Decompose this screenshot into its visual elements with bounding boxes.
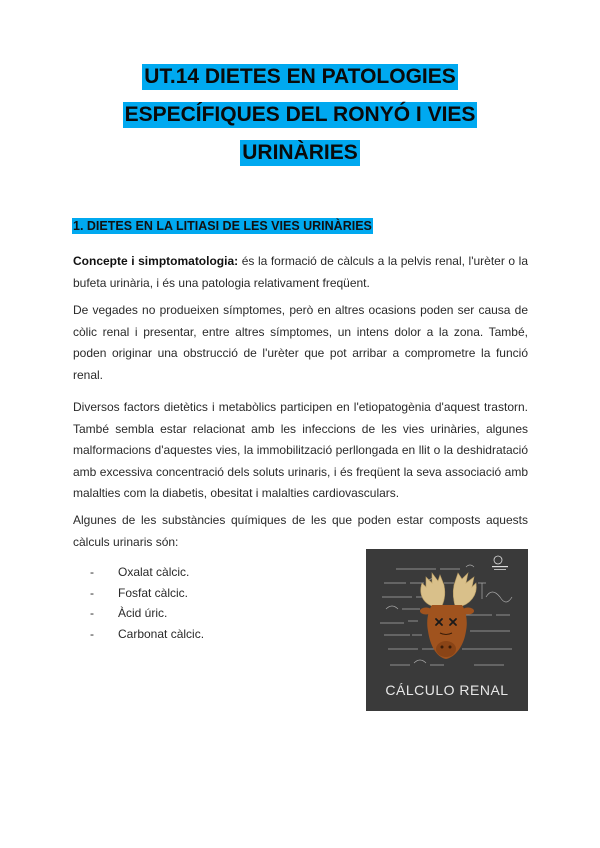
chalkboard-graphic bbox=[366, 549, 528, 711]
paragraph-concept-text: és la formació de càlculs a la pelvis renal, l'urèter o la bufeta urinària, i és una patologia relativament freqüent. bbox=[73, 254, 528, 290]
section-heading: 1. DIETES EN LA LITIASI DE LES VIES URINÀRIES bbox=[73, 219, 372, 233]
title-line-2: ESPECÍFIQUES DEL RONYÓ I VIES bbox=[124, 103, 476, 126]
kidney-stone-illustration bbox=[366, 549, 528, 711]
substances-list bbox=[90, 562, 204, 644]
document-title bbox=[0, 64, 600, 178]
figure-caption: CÁLCULO RENAL bbox=[385, 682, 509, 698]
paragraph-concept bbox=[73, 251, 528, 294]
list-item: - Fosfat càlcic. bbox=[90, 585, 189, 600]
paragraph-substances: Algunes de les substàncies químiques de les que poden estar composts aquests càlculs urinaris són: bbox=[73, 513, 528, 549]
paragraph-concept-label: Concepte i simptomatologia: bbox=[73, 254, 239, 268]
paragraph-factors: Diversos factors dietètics i metabòlics participen en l'etiopatogènia d'aquest trastorn. També sembla estar relacionat amb les infeccions de les vies urinàries, algunes malformacions d'aquestes vies, la immobilització perllongada en llit o la deshidratació amb excessiva concentració dels soluts urinaris, i és freqüent la seva associació amb malalties com la diabetis, obesitat i malalties cardiovasculars. bbox=[73, 400, 528, 500]
list-item: - Oxalat càlcic. bbox=[90, 565, 190, 579]
title-line-1: UT.14 DIETES EN PATOLOGIES bbox=[144, 65, 456, 88]
list-item: - Carbonat càlcic. bbox=[90, 626, 205, 641]
paragraph-symptoms: De vegades no produeixen símptomes, però en altres ocasions poden ser causa de còlic renal i presentar, entre altres símptomes, un intens dolor a la zona. També, poden originar una obstrucció de l'urèter que pot arribar a comprometre la funció renal. bbox=[73, 303, 528, 382]
list-item: - Àcid úric. bbox=[90, 606, 168, 620]
title-line-3: URINÀRIES bbox=[242, 141, 358, 164]
